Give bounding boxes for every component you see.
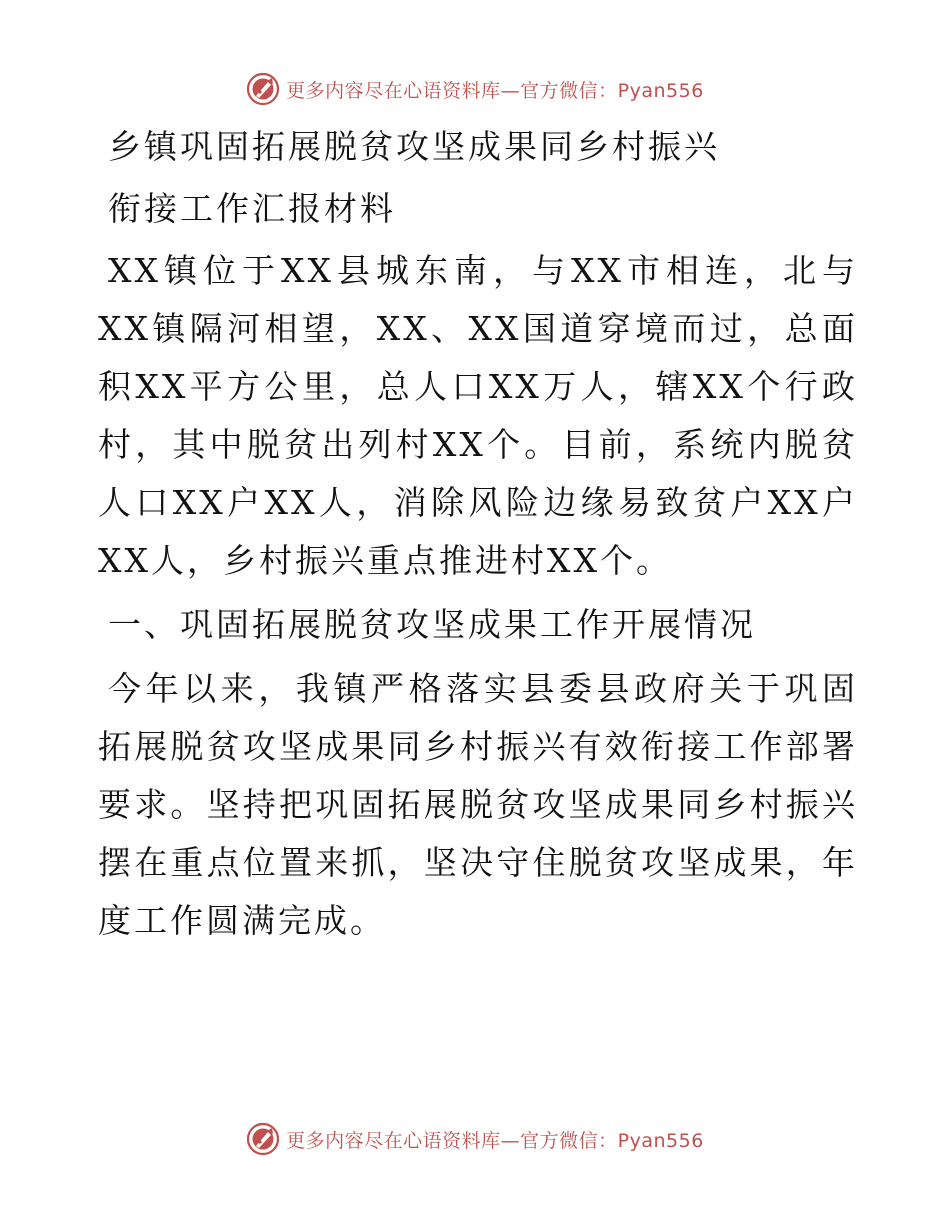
section-1-heading: 一、巩固拓展脱贫攻坚成果工作开展情况 (108, 605, 756, 644)
section-1-paragraph-text: 今年以来，我镇严格落实县委县政府关于巩固拓展脱贫攻坚成果同乡村振兴有效衔接工作部署要求。坚持把巩固拓展脱贫攻坚成果同乡村振兴摆在重点位置来抓，坚决守住脱贫攻坚成果，年度工作圆满完成。 (98, 669, 858, 940)
footer-watermark (0, 1122, 950, 1156)
pen-nib-logo-icon (246, 1122, 280, 1156)
watermark-text: 更多内容尽在心语资料库—官方微信：Pyan556 (286, 79, 704, 102)
watermark-text: 更多内容尽在心语资料库—官方微信：Pyan556 (286, 1129, 704, 1152)
header-watermark (0, 72, 950, 106)
document-title-line-1: 乡镇巩固拓展脱贫攻坚成果同乡村振兴 (108, 127, 720, 166)
intro-paragraph (98, 242, 858, 590)
pen-nib-logo-icon (246, 72, 280, 106)
document-body (98, 118, 858, 956)
document-title-line-2: 衔接工作汇报材料 (108, 189, 396, 228)
intro-paragraph-text: XX镇位于XX县城东南，与XX市相连，北与XX镇隔河相望，XX、XX国道穿境而过，总面积XX平方公里，总人口XX万人，辖XX个行政村，其中脱贫出列村XX个。目前，系统内脱贫人口XX户XX人，消除风险边缘易致贫户XX户XX人，乡村振兴重点推进村XX个。 (98, 251, 858, 580)
section-1-paragraph (98, 660, 858, 950)
